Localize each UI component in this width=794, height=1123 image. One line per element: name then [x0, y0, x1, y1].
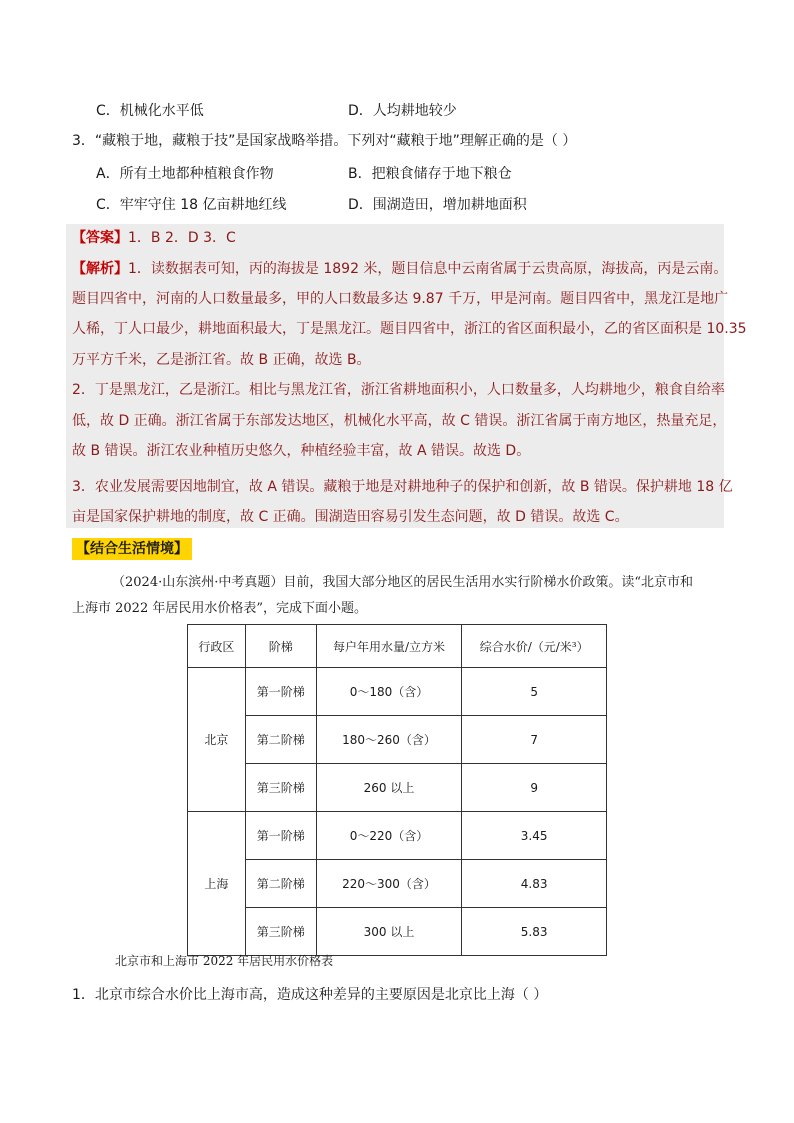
table-row: [188, 716, 607, 764]
table-row: [188, 812, 607, 860]
water-price-table: [187, 624, 607, 956]
price-cell: 3.45: [462, 812, 607, 860]
answer-label: 【答案】: [72, 230, 128, 246]
analysis-line-8: 3．农业发展需要因地制宜，故 A 错误。藏粮于地是对耕地种子的保护和创新，故 B 错误。保护耕地 18 亿: [72, 479, 733, 495]
analysis-line-3: 人稀，丁人口最少，耕地面积最大，丁是黑龙江。题目四省中，浙江的省区面积最小，乙的省区面积是 10.35: [72, 321, 747, 337]
analysis-line-1: 【解析】1．读数据表可知，丙的海拔是 1892 米，题目信息中云南省属于云贵高原，海拔高，丙是云南。: [72, 261, 728, 277]
tier-cell: 第一阶梯: [245, 668, 316, 716]
q1-stem: 1．北京市综合水价比上海市高，造成这种差异的主要原因是北京比上海（ ）: [72, 987, 548, 1003]
header-price: 综合水价/（元/米³）: [462, 625, 607, 668]
analysis-line-7: 故 B 错误。浙江农业种植历史悠久，种植经验丰富，故 A 错误。故选 D。: [72, 443, 531, 459]
tier-cell: 第三阶梯: [245, 764, 316, 812]
section-tag: 【结合生活情境】: [72, 538, 192, 560]
header-tier: 阶梯: [245, 625, 316, 668]
header-region: 行政区: [188, 625, 246, 668]
analysis-line-5: 2．丁是黑龙江，乙是浙江。相比与黑龙江省，浙江省耕地面积小，人口数量多，人均耕地少，粮食自给率: [72, 382, 725, 398]
region-cell: 上海: [188, 812, 246, 956]
q3-option-c: C．牢牢守住 18 亿亩耕地红线: [96, 197, 287, 213]
analysis-label: 【解析】: [72, 261, 128, 277]
answer-text: 1．B 2．D 3．C: [128, 230, 236, 246]
q2-option-c: C．机械化水平低: [96, 103, 204, 119]
tier-cell: 第一阶梯: [245, 812, 316, 860]
tier-cell: 第三阶梯: [245, 908, 316, 956]
price-cell: 9: [462, 764, 607, 812]
usage-cell: 220～300（含）: [316, 860, 462, 908]
table-caption: 北京市和上海市 2022 年居民用水价格表: [115, 954, 334, 968]
price-cell: 4.83: [462, 860, 607, 908]
usage-cell: 300 以上: [316, 908, 462, 956]
price-cell: 5.83: [462, 908, 607, 956]
q3-option-b: B．把粮食储存于地下粮仓: [348, 166, 512, 182]
header-usage: 每户年用水量/立方米: [316, 625, 462, 668]
tier-cell: 第二阶梯: [245, 716, 316, 764]
price-cell: 7: [462, 716, 607, 764]
usage-cell: 260 以上: [316, 764, 462, 812]
analysis-line-9: 亩是国家保护耕地的制度，故 C 正确。围湖造田容易引发生态问题，故 D 错误。故选 C。: [72, 509, 629, 525]
usage-cell: 0～220（含）: [316, 812, 462, 860]
price-cell: 5: [462, 668, 607, 716]
table-row: [188, 668, 607, 716]
tier-cell: 第二阶梯: [245, 860, 316, 908]
analysis-line-2: 题目四省中，河南的人口数量最多，甲的人口数最多达 9.87 千万，甲是河南。题目四省中，黑龙江是地广: [72, 291, 729, 307]
table-row: [188, 908, 607, 956]
table-row: [188, 764, 607, 812]
usage-cell: 180～260（含）: [316, 716, 462, 764]
q3-option-a: A．所有土地都种植粮食作物: [96, 166, 274, 182]
table-row: [188, 860, 607, 908]
intro-line-1: （2024·山东滨州·中考真题）目前，我国大部分地区的居民生活用水实行阶梯水价政策。读“北京市和: [112, 575, 693, 590]
table-header-row: [188, 625, 607, 668]
intro-line-2: 上海市 2022 年居民用水价格表”，完成下面小题。: [72, 601, 367, 616]
q3-stem: 3．“藏粮于地，藏粮于技”是国家战略举措。下列对“藏粮于地”理解正确的是（ ）: [72, 133, 577, 149]
q3-option-d: D．围湖造田，增加耕地面积: [348, 197, 527, 213]
answer-line: [72, 228, 236, 248]
q2-option-d: D．人均耕地较少: [348, 103, 457, 119]
usage-cell: 0～180（含）: [316, 668, 462, 716]
analysis-line-4: 万平方千米，乙是浙江省。故 B 正确，故选 B。: [72, 352, 371, 368]
region-cell: 北京: [188, 668, 246, 812]
analysis-line-6: 低，故 D 正确。浙江省属于东部发达地区，机械化水平高，故 C 错误。浙江省属于南方地区，热量充足，: [72, 413, 727, 429]
